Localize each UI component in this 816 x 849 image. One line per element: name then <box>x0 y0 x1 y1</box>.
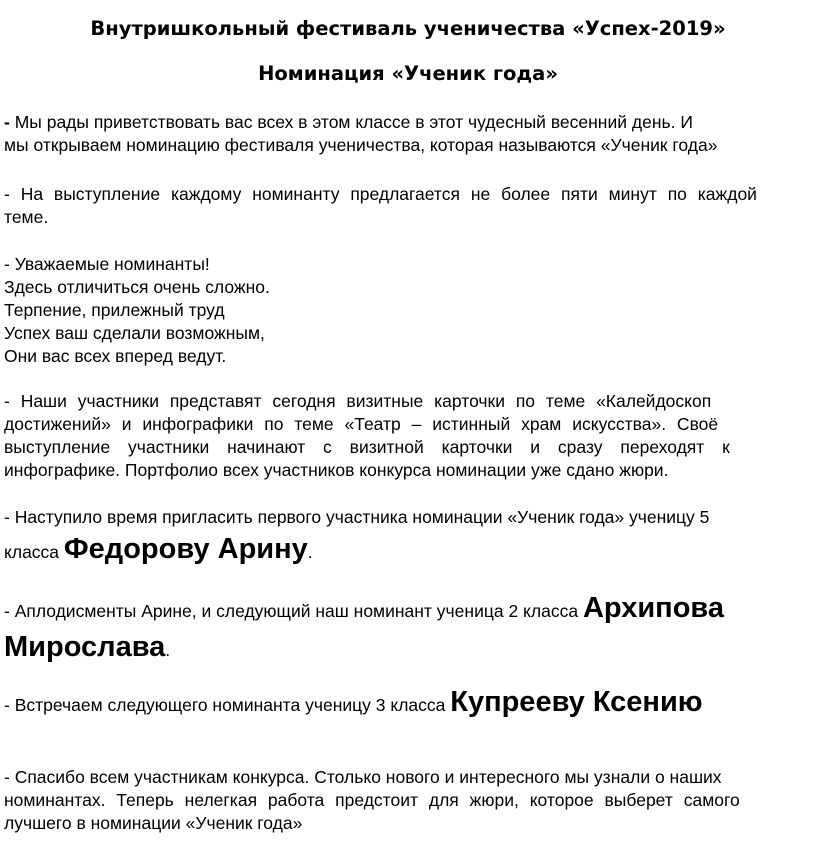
paragraph-line: теме. <box>4 207 49 227</box>
festival-title: Внутришкольный фестиваль ученичества «Успех-2019» <box>90 17 726 40</box>
participant-name: Купрееву Ксению <box>450 686 703 718</box>
paragraph-second-participant <box>4 590 816 668</box>
paragraph-line: инфографике. Портфолио всех участников конкурса номинации уже сдано жюри. <box>4 460 669 480</box>
poem-line: Здесь отличиться очень сложно. <box>4 277 270 297</box>
paragraph-line <box>4 590 816 629</box>
text-segment: . <box>165 640 171 660</box>
paragraph-line: - Наши участники представят сегодня визитные карточки по теме «Калейдоскоп <box>4 391 712 411</box>
paragraph-line: мы открываем номинацию фестиваля ученичества, которая называются «Ученик года» <box>4 135 718 155</box>
participant-name: Мирослава <box>4 631 166 663</box>
dash-marker: - <box>4 112 10 132</box>
paragraph-welcome <box>4 111 816 157</box>
poem-line: - Уважаемые номинанты! <box>4 254 210 274</box>
paragraph-first-participant <box>4 506 816 572</box>
text-segment: - Аплодисменты Арине, и следующий наш номинант ученица 2 класса <box>4 601 583 621</box>
paragraph-line: - Наступило время пригласить первого участника номинации «Ученик года» ученицу 5 <box>4 507 710 527</box>
paragraph-time-limit <box>4 183 816 229</box>
paragraph-line: достижений» и инфографики по теме «Театр – истинный храм искусства». Своё <box>4 414 719 434</box>
participant-name: Федорову Арину <box>63 533 308 565</box>
paragraph-line: выступление участники начинают с визитной карточки и сразу переходят к <box>4 437 730 457</box>
poem-line: Терпение, прилежный труд <box>4 300 225 320</box>
paragraph-line <box>4 111 816 134</box>
paragraph-line <box>4 629 816 668</box>
paragraph-program <box>4 390 816 482</box>
paragraph-poem <box>4 253 816 368</box>
paragraph-line: лучшего в номинации «Ученик года» <box>4 813 303 833</box>
paragraph-line <box>4 684 816 723</box>
paragraph-third-participant <box>4 684 816 723</box>
text-segment: Мы рады приветствовать вас всех в этом классе в этот чудесный весенний день. И <box>9 112 693 132</box>
nomination-title: Номинация «Ученик года» <box>258 62 558 85</box>
paragraph-line: - На выступление каждому номинанту предлагается не более пяти минут по каждой <box>4 184 757 204</box>
text-segment: . <box>307 542 313 562</box>
poem-line: Они вас всех вперед ведут. <box>4 346 227 366</box>
paragraph-line: номинантах. Теперь нелегкая работа предстоит для жюри, которое выберет самого <box>4 790 740 810</box>
text-segment: - Встречаем следующего номинанта ученицу 3 класса <box>4 695 451 715</box>
participant-name: Архипова <box>582 592 724 624</box>
paragraph-line <box>4 529 816 572</box>
paragraph-thanks <box>4 766 816 835</box>
text-segment: класса <box>4 542 64 562</box>
paragraph-line: - Спасибо всем участникам конкурса. Столько нового и интересного мы узнали о наших <box>4 767 722 787</box>
poem-line: Успех ваш сделали возможным, <box>4 323 265 343</box>
